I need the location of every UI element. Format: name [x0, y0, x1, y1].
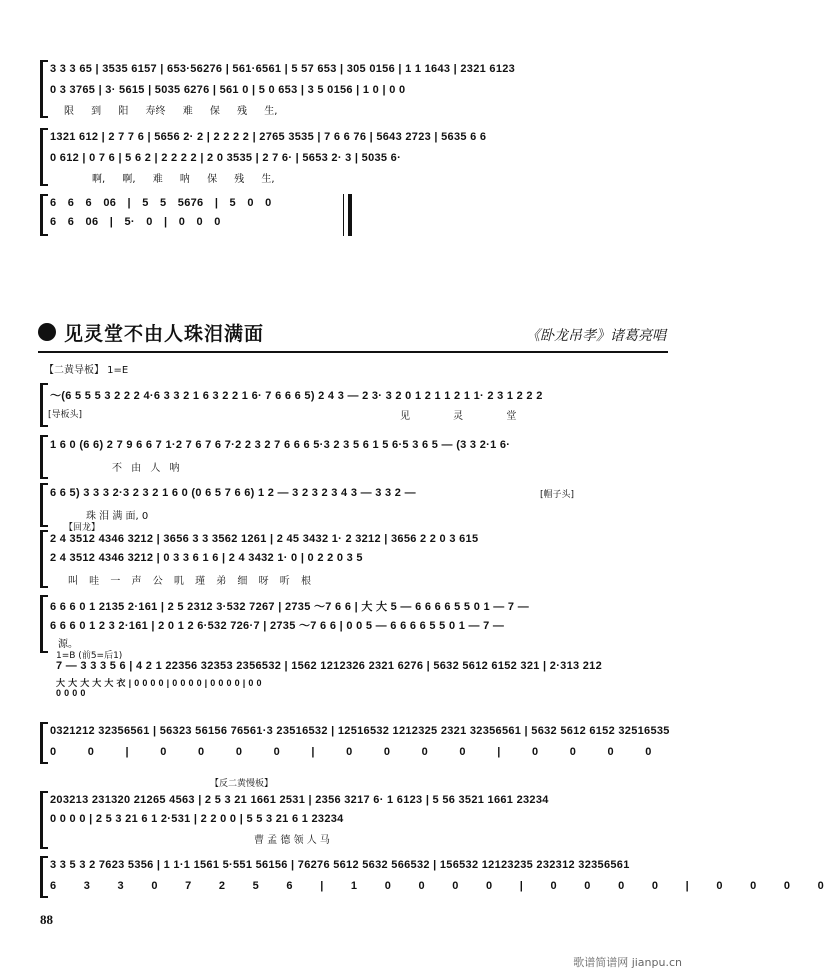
lower-part: 6 3 3 0 7 2 5 6 | 1 0 0 0 0 | 0 0 0 0 | 0 0 0 0: [50, 880, 824, 892]
lower-part: 6 6 06 | 5· 0 | 0 0 0: [50, 216, 221, 228]
song-source: 《卧龙吊孝》诸葛亮唱: [526, 328, 666, 344]
lyrics: 不 由 人 呐: [112, 463, 180, 474]
lower-part: 0 612 | 0 7 6 | 5 6 2 | 2 2 2 2 | 2 0 3535 | 2 7 6· | 5653 2· 3 | 5035 6·: [50, 152, 402, 164]
staff-brace: [40, 60, 48, 118]
lyrics: 源。: [58, 639, 78, 650]
score-system-2: [40, 128, 668, 186]
upper-part: 2 4 3512 4346 3212 | 3656 3 3 3562 1261 | 2 45 3432 1· 2 3212 | 3656 2 2 0 3 615: [50, 533, 479, 545]
section-label: [帽子头]: [540, 490, 575, 500]
key-change: 1=B (前5=后1): [56, 651, 123, 661]
staff-brace: [40, 722, 48, 764]
upper-part: 6 6 6 06 | 5 5 5676 | 5 0 0: [50, 197, 272, 209]
upper-part: 0321212 32356561 | 56323 56156 76561·3 23516532 | 12516532 1212325 2321 32356561 | 5632 5612 6152 32516535: [50, 725, 670, 737]
staff-brace: [40, 383, 48, 427]
lower-part: 大 大 大 大 大 衣 | 0 0 0 0 | 0 0 0 0 | 0 0 0 0 | 0 0: [56, 678, 262, 688]
section-label: [导板头]: [48, 410, 83, 420]
staff-brace: [40, 194, 48, 236]
song-title-row: [38, 317, 668, 353]
watermark: 歌谱简谱网 jianpu.cn: [573, 956, 682, 969]
upper-part: 6 6 6 0 1 2135 2·161 | 2 5 2312 3·532 7267 | 2735 〜7 6 6 | 大 大 5 — 6 6 6 6 5 5 0 1 — 7 —: [50, 601, 529, 613]
lower-part: 0 0 | 0 0 0 0 | 0 0 0 0 | 0 0 0 0: [50, 746, 652, 758]
lyrics: 曹 孟 德 领 人 马: [254, 835, 330, 846]
upper-part: 7 — 3 3 3 5 6 | 4 2 1 22356 32353 2356532 | 1562 1212326 2321 6276 | 5632 5612 6152 321 | 2·313 212: [56, 660, 603, 672]
final-barline-thin: [343, 194, 344, 236]
melody: 1 6 0 (6 6) 2 7 9 6 6 7 1·2 7 6 7 6 7·2 2 3 2 7 6 6 6 5·3 2 3 5 6 1 5 6·5 3 6 5 — (3 3 2·1 6·: [50, 439, 511, 451]
upper-part: 3 3 3 65 | 3535 6157 | 653·56276 | 561·6561 | 5 57 653 | 305 0156 | 1 1 1643 | 2321 6123: [50, 63, 516, 75]
song-line-7: [40, 722, 668, 764]
lower-part-2: 0 0 0 0: [56, 688, 86, 698]
upper-part: 3 3 5 3 2 7623 5356 | 1 1·1 1561 5·551 56156 | 76276 5612 5632 566532 | 156532 12123235 232312 32356561: [50, 859, 630, 871]
lyrics: 珠 泪 满 面, 0: [86, 511, 149, 522]
section-label: 【反二黄慢板】: [210, 779, 274, 789]
melody: 〜(6 5 5 5 3 2 2 2 4·6 3 3 2 1 6 3 2 2 1 6· 7 6 6 6 5) 2 4 3 — 2 3· 3 2 0 1 2 1 1 2 1 1· 2 3 1 2 2 2: [50, 390, 543, 402]
bullet-icon: [38, 323, 56, 341]
lyrics: 见 灵 堂: [400, 411, 517, 422]
song-title: 见灵堂不由人珠泪满面: [64, 323, 265, 345]
lower-part: 0 0 0 0 | 2 5 3 21 6 1 2·531 | 2 2 0 0 | 5 5 3 21 6 1 23234: [50, 813, 344, 825]
song-line-9: [40, 856, 824, 898]
melody: 6 6 5) 3 3 3 2·3 2 3 2 1 6 0 (0 6 5 7 6 6) 1 2 — 3 2 3 2 3 4 3 — 3 3 2 —: [50, 487, 416, 499]
song-line-2: [40, 435, 668, 479]
song-line-4: [40, 530, 668, 588]
staff-brace: [40, 435, 48, 479]
upper-part: 1321 612 | 2 7 7 6 | 5656 2· 2 | 2 2 2 2 | 2765 3535 | 7 6 6 76 | 5643 2723 | 5635 6 6: [50, 131, 487, 143]
song-line-6: [40, 658, 668, 698]
lyrics: 叫 哇 一 声 公 叽 瑾 弟 细 呀 听 根: [68, 576, 311, 587]
final-barline: [348, 194, 352, 236]
staff-brace: [40, 128, 48, 186]
staff-brace: [40, 791, 48, 849]
song-line-8: [40, 791, 668, 849]
lower-part: 6 6 6 0 1 2 3 2·161 | 2 0 1 2 6·532 726·7 | 2735 〜7 6 6 | 0 0 5 — 6 6 6 6 5 5 0 1 — 7 —: [50, 620, 505, 632]
upper-part: 203213 231320 21265 4563 | 2 5 3 21 1661 2531 | 2356 3217 6· 1 6123 | 5 56 3521 1661 23234: [50, 794, 549, 806]
score-system-1: [40, 60, 668, 118]
staff-brace: [40, 530, 48, 588]
tempo-label: 【二黄导板】 1=E: [44, 365, 129, 376]
staff-brace: [40, 595, 48, 653]
song-line-5: [40, 595, 668, 653]
huilong-label: 【回龙】: [64, 523, 101, 533]
lower-part: 2 4 3512 4346 3212 | 0 3 3 6 1 6 | 2 4 3432 1· 0 | 0 2 2 0 3 5: [50, 552, 363, 564]
lower-part: 0 3 3765 | 3· 5615 | 5035 6276 | 561 0 | 5 0 653 | 3 5 0156 | 1 0 | 0 0: [50, 84, 406, 96]
lyrics: 限 到 阳 寿终 难 保 残 生,: [64, 106, 278, 117]
staff-brace: [40, 856, 48, 898]
lyrics: 啊, 啊, 难 呐 保 残 生,: [92, 174, 275, 185]
song-line-3: [40, 483, 668, 527]
song-line-1: [40, 383, 668, 427]
page-number: 88: [40, 912, 53, 927]
score-system-3: [40, 194, 360, 236]
staff-brace: [40, 483, 48, 527]
